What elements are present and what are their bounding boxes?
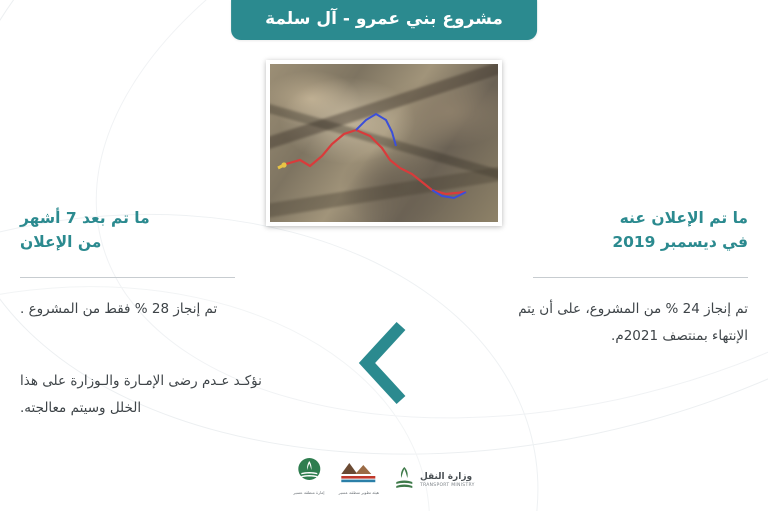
route-overlay-icon [270,64,498,222]
ministry-of-transport-logo [393,465,475,495]
palm-and-swords-icon [393,465,415,495]
left-heading-divider [20,277,235,278]
aseer-development-authority-caption: هيئة تطوير منطقة عسير [338,490,379,495]
left-column-paragraph-2: نؤكـد عـدم رضى الإمـارة والـوزارة على هذا الخلل وسيتم معالجته. [20,373,262,416]
footer-logos [293,456,474,495]
left-heading-line-1: ما تم بعد 7 أشهر [20,209,150,227]
aseer-emirate-caption: إمارة منطقة عسير [293,490,325,495]
left-column-paragraph-1: تم إنجاز 28 % فقط من المشروع . [20,301,218,317]
right-heading-divider [533,277,748,278]
project-photo-frame [266,60,502,226]
ministry-of-transport-text [420,472,475,488]
ministry-of-transport-name-en: TRANSPORT MINISTRY [419,482,475,488]
right-heading-line-2: في ديسمبر 2019 [612,233,748,252]
project-aerial-photo [270,64,498,222]
left-column-heading [20,206,255,254]
page-title: مشروع بني عمرو - آل سلمة [231,0,537,40]
right-column-paragraph-1: تم إنجاز 24 % من المشروع، على أن يتم الإنتهاء بمنتصف 2021م. [518,301,748,344]
left-heading-line-2: من الإعلان [20,233,102,252]
aseer-emirate-logo [293,456,324,495]
ministry-of-transport-name-ar: وزارة النقل [419,472,473,483]
chevron-left-icon [357,320,411,410]
right-column-heading [513,206,748,254]
aseer-development-authority-logo [339,458,379,495]
emirate-emblem-icon [294,456,324,488]
aseer-mountains-icon [339,458,379,488]
right-heading-line-1: ما تم الإعلان عنه [619,209,748,227]
